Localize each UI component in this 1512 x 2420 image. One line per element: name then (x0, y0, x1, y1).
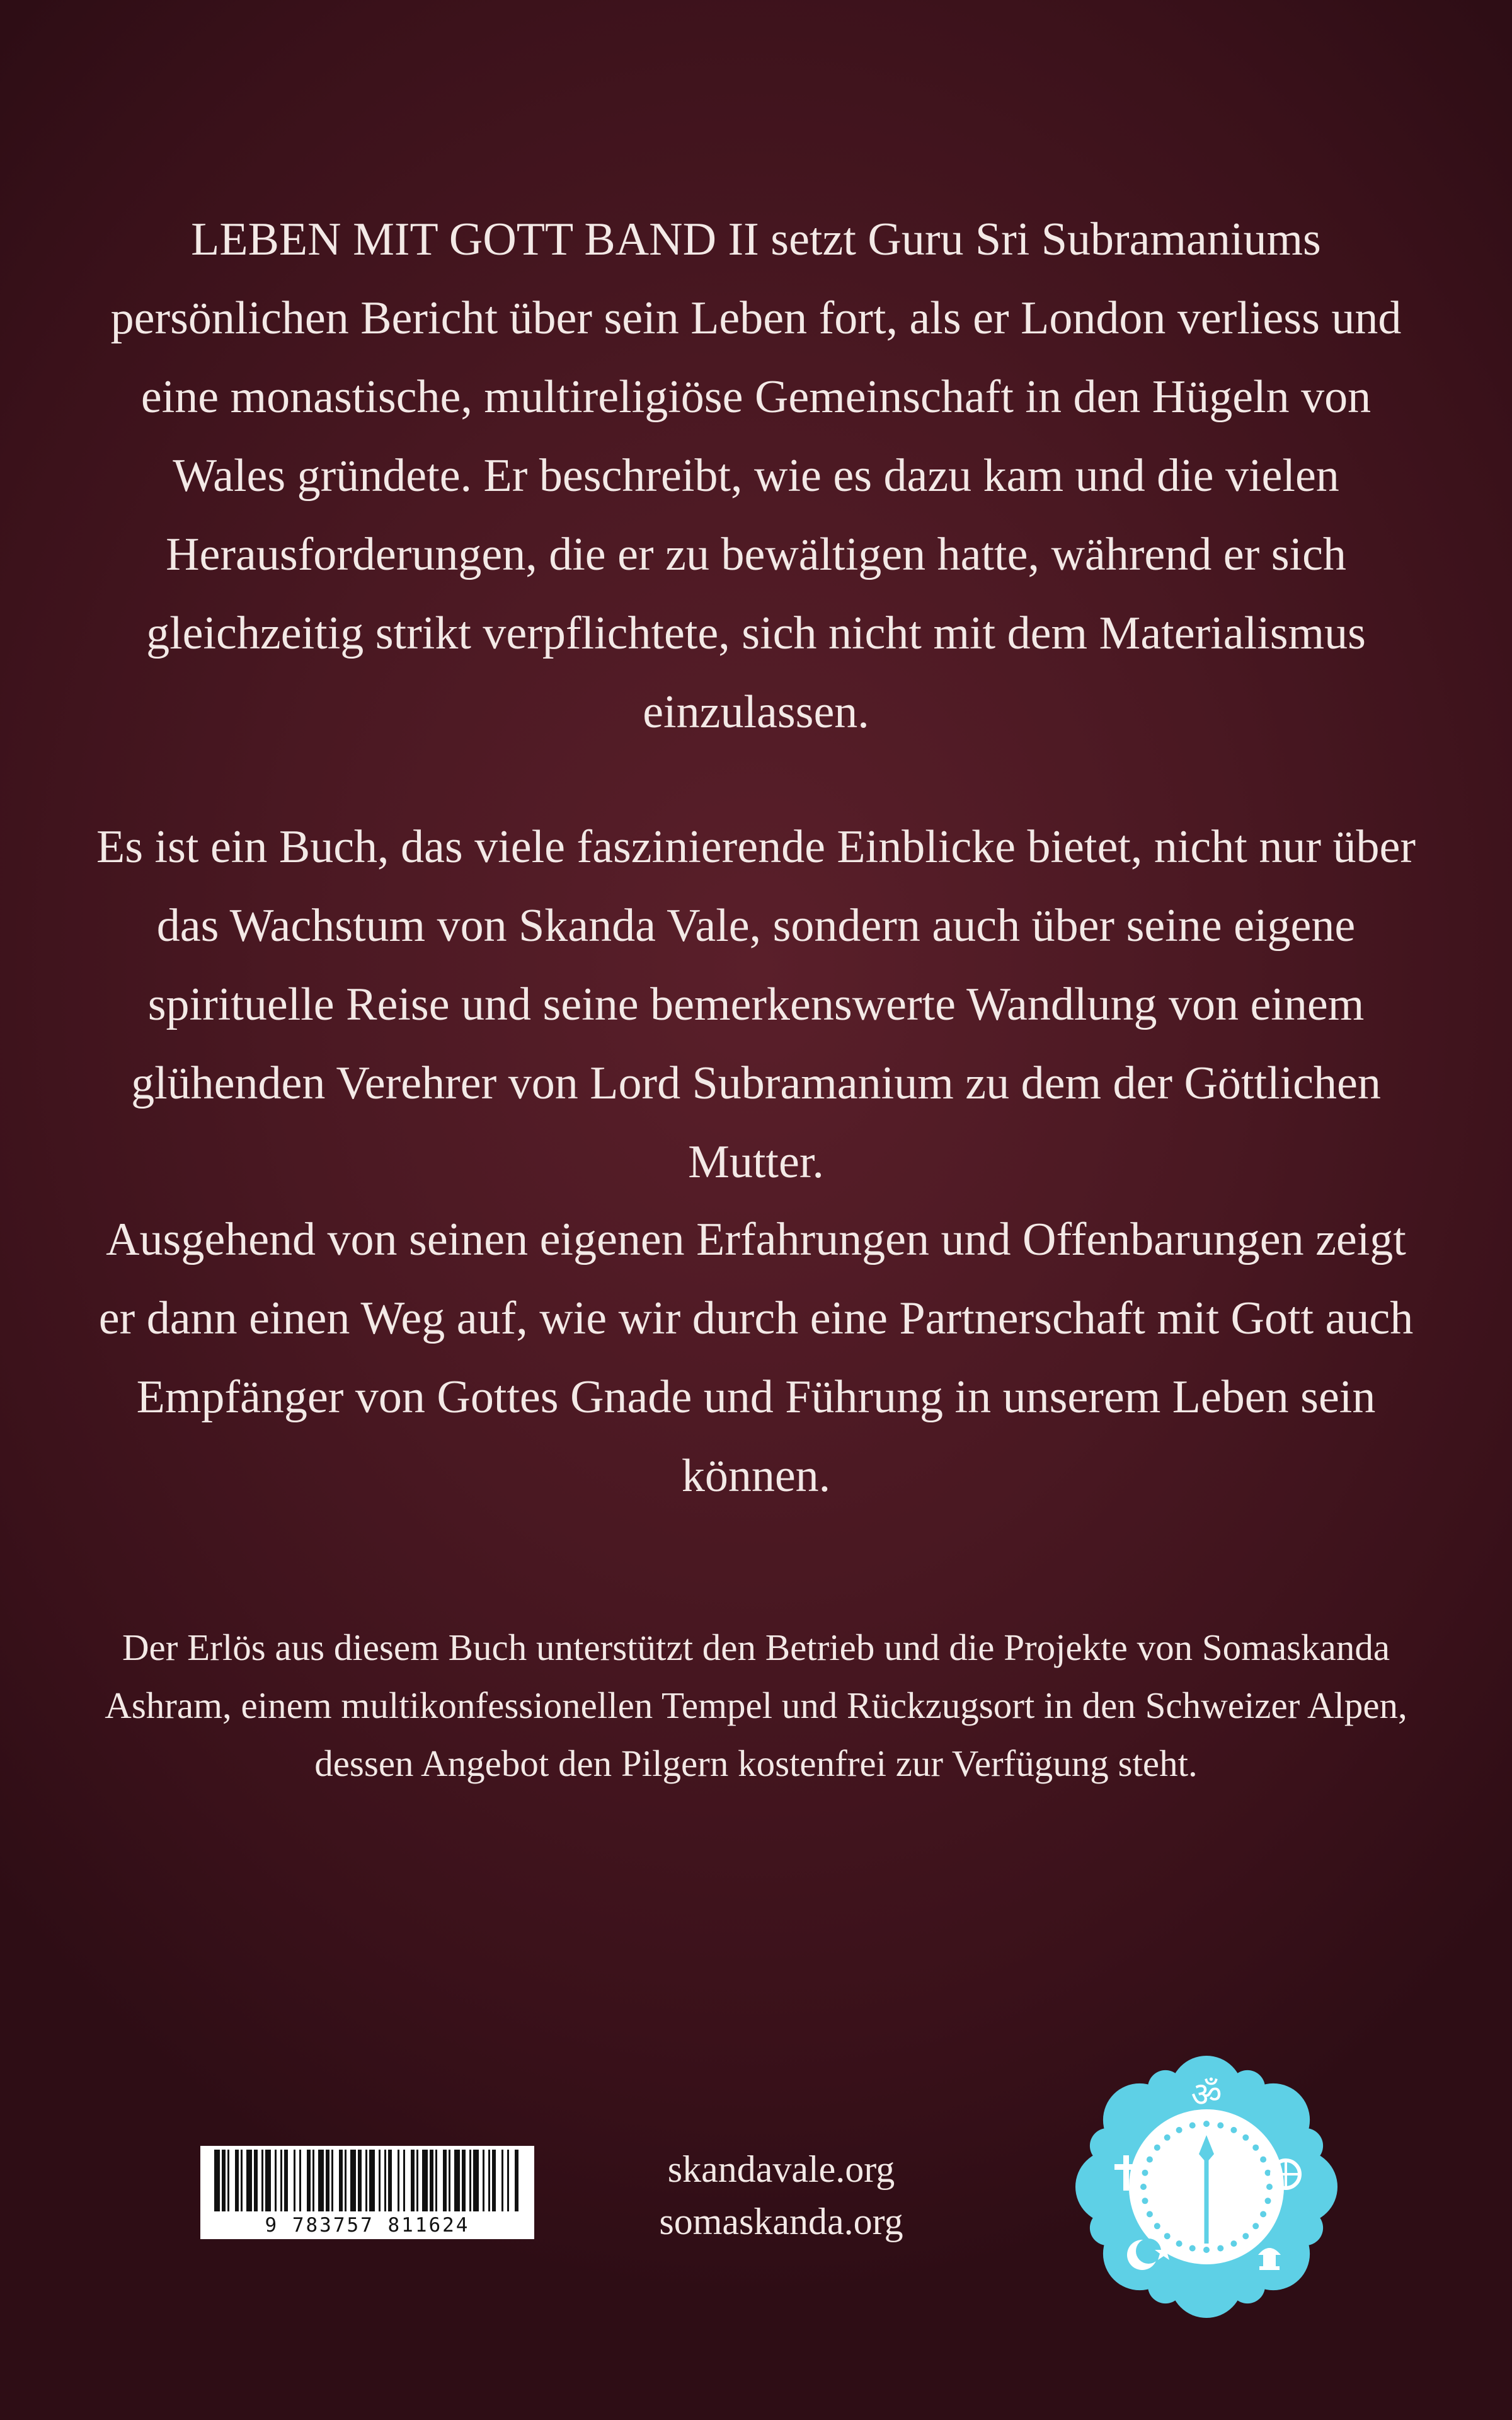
barcode-bar (339, 2150, 343, 2211)
barcode-bar (299, 2150, 301, 2211)
barcode-bar (398, 2150, 399, 2211)
barcode-bar (388, 2150, 392, 2211)
barcode-bar (294, 2150, 295, 2211)
barcode-bar (227, 2150, 229, 2211)
isbn-barcode (200, 2146, 534, 2239)
barcode-bar (403, 2150, 405, 2211)
barcode-bar (515, 2150, 518, 2211)
barcode-bar (411, 2150, 415, 2211)
barcode-bar (507, 2150, 509, 2211)
barcode-bar (369, 2150, 375, 2211)
ring-dot (1176, 2127, 1183, 2133)
ring-dot (1217, 2123, 1223, 2129)
ring-dot (1203, 2247, 1210, 2253)
ring-dot (1266, 2184, 1273, 2190)
barcode-bar (280, 2150, 282, 2211)
barcode-bar (307, 2150, 311, 2211)
blurb-paragraph-2: Es ist ein Buch, das viele faszinierende Einblicke bietet, nicht nur über das Wachstum von Skanda Vale, sondern auch über seine eigene spirituelle Reise und seine bemerkenswerte Wandlung von einem glühenden Verehrer von Lord Subramanium zu dem der Göttlichen Mutter. (96, 821, 1416, 1188)
barcode-bar (318, 2150, 324, 2211)
lotus-petal (1230, 2268, 1265, 2303)
barcode-bar (235, 2150, 239, 2211)
om-icon: ॐ (1191, 2075, 1222, 2114)
lotus-petal (1090, 2210, 1125, 2245)
barcode-bar (246, 2150, 252, 2211)
barcode-bar (284, 2150, 288, 2211)
barcode-bar (449, 2150, 450, 2211)
barcode-bar (483, 2150, 484, 2211)
ring-dot (1260, 2211, 1266, 2217)
blurb-paragraph-3: Ausgehend von seinen eigenen Erfahrungen und Offenbarungen zeigt er dann einen Weg auf, wie wir durch eine Partnerschaft mit Gott auch Empfänger von Gottes Gnade und Führung in unserem Leben sein können. (98, 1214, 1414, 1502)
barcode-bar (312, 2150, 314, 2211)
barcode-bar (326, 2150, 329, 2211)
lotus-petal (1090, 2128, 1125, 2164)
barcode-bar (416, 2150, 418, 2211)
barcode-bar (345, 2150, 346, 2211)
lotus-petal (1288, 2210, 1323, 2245)
barcode-bars (200, 2146, 534, 2215)
multifaith-lotus-emblem-icon (1074, 2054, 1339, 2319)
barcode-bar (265, 2150, 271, 2211)
barcode-bar (222, 2150, 226, 2211)
ring-dot (1230, 2240, 1237, 2247)
ring-dot (1203, 2121, 1210, 2127)
ring-dot (1140, 2184, 1147, 2190)
ring-dot (1252, 2223, 1259, 2229)
barcode-bar (241, 2150, 243, 2211)
dharma-wheel-icon (1272, 2160, 1300, 2188)
ring-dot (1164, 2233, 1171, 2239)
barcode-bar (443, 2150, 447, 2211)
ring-dot (1142, 2170, 1148, 2176)
barcode-bar (454, 2150, 460, 2211)
ring-dot (1154, 2223, 1160, 2229)
barcode-bar (261, 2150, 263, 2211)
ring-dot (1189, 2245, 1196, 2252)
barcode-bar (384, 2150, 386, 2211)
barcode-bar (350, 2150, 356, 2211)
barcode-bar (492, 2150, 496, 2211)
barcode-bar (501, 2150, 503, 2211)
barcode-bar (462, 2150, 466, 2211)
ring-dot (1164, 2135, 1171, 2141)
barcode-bar (488, 2150, 490, 2211)
barcode-bar (358, 2150, 362, 2211)
barcode-bar (422, 2150, 428, 2211)
barcode-bar (275, 2150, 277, 2211)
barcode-bar (214, 2150, 220, 2211)
lotus-petal (1288, 2128, 1323, 2164)
ring-dot (1252, 2145, 1259, 2151)
barcode-bar (254, 2150, 258, 2211)
ring-dot (1147, 2211, 1153, 2217)
lotus-petal (1148, 2268, 1183, 2303)
barcode-bar (473, 2150, 479, 2211)
ring-dot (1265, 2198, 1271, 2204)
ring-dot (1147, 2157, 1153, 2163)
ring-dot (1242, 2135, 1249, 2141)
proceeds-note: Der Erlös aus diesem Buch unterstützt den Betrieb und die Projekte von Somaskanda Ashram, einem multikonfessionellen Tempel und Rückzugsort in den Schweizer Alpen, dessen Angebot den Pilgern kostenfrei zur Verfügung steht. (105, 1627, 1407, 1784)
website-somaskanda: somaskanda.org (659, 2201, 903, 2242)
lotus-petal (1148, 2070, 1183, 2106)
ring-dot (1265, 2170, 1271, 2176)
ring-dot (1230, 2127, 1237, 2133)
barcode-bar (331, 2150, 333, 2211)
blurb-paragraph-1: LEBEN MIT GOTT BAND II setzt Guru Sri Subramaniums persönlichen Bericht über sein Leben fort, als er London verliess und eine monastische, multireligiöse Gemeinschaft in den Hügeln von Wales gründete. Er beschreibt, wie es dazu kam und die vielen Herausforderungen, die er zu bewältigen hatte, während er sich gleichzeitig strikt verpflichtete, sich nicht mit dem Materialismus einzulassen. (110, 214, 1402, 738)
ring-dot (1176, 2240, 1183, 2247)
barcode-bar (469, 2150, 471, 2211)
ring-dot (1217, 2245, 1223, 2252)
ring-dot (1260, 2157, 1266, 2163)
barcode-bar (430, 2150, 433, 2211)
barcode-bar (365, 2150, 367, 2211)
ring-dot (1242, 2233, 1249, 2239)
barcode-bar (435, 2150, 437, 2211)
website-skandavale: skandavale.org (667, 2148, 895, 2190)
barcode-digits: 9 783757 811624 (265, 2214, 470, 2237)
ring-dot (1154, 2145, 1160, 2151)
ring-dot (1189, 2123, 1196, 2129)
lotus-petal (1230, 2070, 1265, 2106)
ring-dot (1142, 2198, 1148, 2204)
barcode-bar (379, 2150, 381, 2211)
